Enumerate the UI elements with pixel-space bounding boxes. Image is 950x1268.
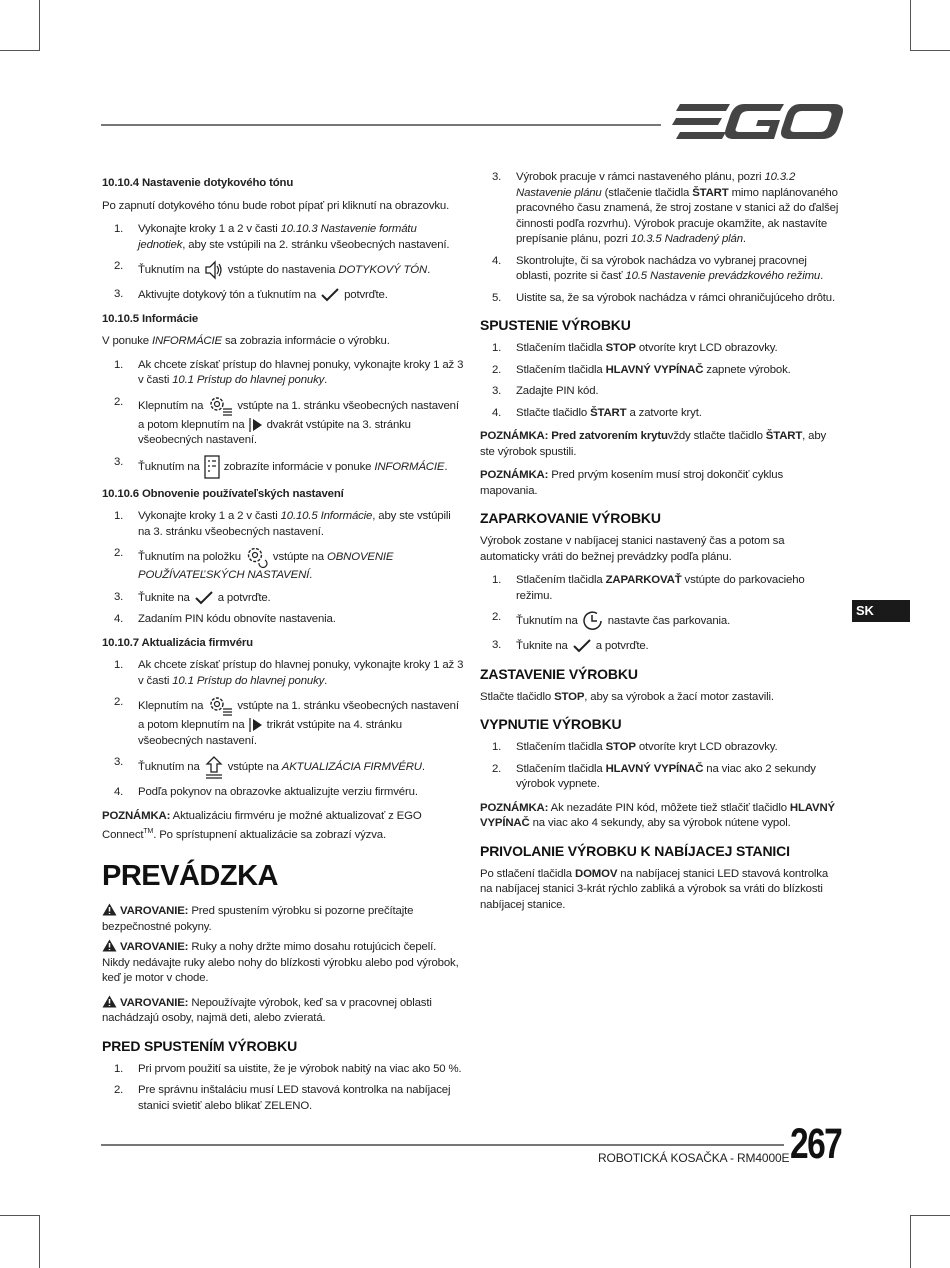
steps-list [480,573,842,655]
list-item: 2. Klepnutím na vstúpte na 1. stránku všeobecných nastavení a potom klepnutím na trikrát vstúpite na 4. stránku všeobecných nastavení. [114,696,459,747]
steps-list [480,341,842,421]
chapter-title: PREVÁDZKA [102,860,278,893]
crop-mark [910,50,950,51]
crop-mark [910,1215,950,1216]
checkmark-icon [572,638,592,654]
steps-list [102,358,464,479]
header-rule [101,124,661,126]
list-item: 1. Stlačením tlačidla STOP otvoríte kryt LCD obrazovky. [492,741,778,754]
page-number: 267 [790,1120,842,1168]
list-item: 2. Ťuknutím na nastavte čas parkovania. [480,610,842,632]
footer-title: ROBOTICKÁ KOSAČKA - RM4000E [598,1151,790,1165]
steps-list [102,658,464,801]
section-heading: VYPNUTIE VÝROBKU [480,716,622,733]
list-item: 3. Ťuknutím na zobrazíte informácie v ponuke INFORMÁCIE. [102,455,464,479]
list-item: 1. Vykonajte kroky 1 a 2 v časti 10.10.3 Nastavenie formátu jednotiek, aby ste vstúpili na 2. stránku všeobecných nastavení. [114,223,450,251]
paragraph: Výrobok zostane v nabíjacej stanici nastavený čas a potom sa automaticky vráti do bežnej prevádzky podľa plánu. [480,535,785,563]
next-arrow-icon [249,717,263,733]
next-arrow-icon [249,417,263,433]
list-item: 1. Vykonajte kroky 1 a 2 v časti 10.10.5 Informácie, aby ste vstúpili na 3. stránku všeobecných nastavení. [114,510,451,538]
warning: VAROVANIE: Pred spustením výrobku si pozorne prečítajte bezpečnostné pokyny. [102,905,414,933]
list-item: 2. Stlačením tlačidla HLAVNÝ VYPÍNAČ na viac ako 2 sekundy výrobok vypnete. [492,762,816,791]
crop-mark [0,50,40,51]
list-item: 4. Zadaním PIN kódu obnovíte nastavenia. [114,613,336,626]
steps-list [480,170,842,306]
steps-list [480,740,842,793]
crop-mark [910,1215,911,1268]
section-heading: PRED SPUSTENÍM VÝROBKU [102,1037,298,1054]
list-item: 1. Stlačením tlačidla ZAPARKOVAŤ vstúpte do parkovacieho režimu. [492,574,805,602]
paragraph: V ponuke INFORMÁCIE sa zobrazia informácie o výrobku. [102,335,390,348]
list-item: 4. Stlačte tlačidlo ŠTART a zatvorte kryt. [492,406,702,419]
reset-gear-icon [245,546,269,568]
ego-logo [672,100,844,144]
section-heading: 10.10.6 Obnovenie používateľských nastavení [102,487,344,500]
steps-list [102,222,464,304]
list-item: 3. Ťuknite na a potvrďte. [492,639,649,653]
list-item: 2. Stlačením tlačidla HLAVNÝ VYPÍNAČ zapnete výrobok. [492,363,791,376]
section-heading: SPUSTENIE VÝROBKU [480,317,631,333]
note: POZNÁMKA: Pred zatvorením krytuvždy stlačte tlačidlo ŠTART, aby ste výrobok spustili. [480,430,827,458]
steps-list [102,1062,464,1115]
clock-icon [582,610,604,632]
speaker-icon [204,259,224,281]
upload-arrow-icon [204,755,224,779]
list-item: 2. Ťuknutím na vstúpte do nastavenia DOTYKOVÝ TÓN. [102,259,464,281]
footer-rule [101,1144,784,1146]
list-item: 3. Aktivujte dotykový tón a ťuknutím na potvrďte. [114,288,388,302]
list-item: 5. Uistite sa, že sa výrobok nachádza v rámci ohraničujúceho drôtu. [492,291,835,304]
list-item: 1. Pri prvom použití sa uistite, že je výrobok nabitý na viac ako 50 %. [114,1062,462,1075]
crop-mark [39,0,40,50]
list-item: 4. Podľa pokynov na obrazovke aktualizujte verziu firmvéru. [114,786,418,799]
list-item: 1. Ak chcete získať prístup do hlavnej ponuky, vykonajte kroky 1 až 3 v časti 10.1 Prístup do hlavnej ponuky. [114,659,464,687]
crop-mark [0,1215,40,1216]
section-heading: 10.10.5 Informácie [102,312,199,325]
warning: VAROVANIE: Ruky a nohy držte mimo dosahu rotujúcich čepelí. Nikdy nedávajte ruky alebo nohy do blízkosti výrobku alebo pod výrobok, keď je motor v chode. [102,941,459,985]
warning-triangle-icon [102,995,117,1008]
section-heading: 10.10.4 Nastavenie dotykového tónu [102,177,294,189]
list-item: 2. Ťuknutím na položku vstúpte na OBNOVENIE POUŽÍVATEĽSKÝCH NASTAVENÍ. [114,547,394,582]
note: POZNÁMKA: Ak nezadáte PIN kód, môžete tiež stlačiť tlačidlo HLAVNÝ VYPÍNAČ na viac ako 4 sekundy, aby sa výrobok nútene vypol. [480,801,836,830]
section-heading: ZASTAVENIE VÝROBKU [480,665,638,682]
crop-mark [39,1215,40,1268]
checkmark-icon [320,287,340,303]
list-item: 1. Ak chcete získať prístup do hlavnej ponuky, vykonajte kroky 1 až 3 v časti 10.1 Prístup do hlavnej ponuky. [114,358,464,387]
list-item: 3. Ťuknite na a potvrďte. [114,590,271,604]
paragraph: Po stlačení tlačidla DOMOV na nabíjacej stanici LED stavová kontrolka na nabíjacej stanici 3-krát rýchlo zabliká a výrobok sa vráti do blízkosti nabíjacej stanice. [480,867,829,911]
steps-list [102,509,464,628]
checkmark-icon [194,590,214,606]
list-item: 3. Výrobok pracuje v rámci nastaveného plánu, pozri 10.3.2 Nastavenie plánu (stlačenie tlačidla ŠTART mimo naplánovaného pracovného času znamená, že stroj zostane v stanici až do ďalšej činnosti podľa rozvrhu). Výrobok pracuje okamžite, ak nastavíte prepísanie plánu, pozri 10.3.5 Nadradený plán. [492,171,839,245]
list-item: 3. Ťuknutím na vstúpte na AKTUALIZÁCIA FIRMVÉRU. [102,755,464,779]
warning: VAROVANIE: Nepoužívajte výrobok, keď sa v pracovnej oblasti nachádzajú osoby, najmä deti, alebo zvieratá. [102,996,432,1025]
settings-gear-icon [207,395,233,417]
list-item: 2. Klepnutím na vstúpte na 1. stránku všeobecných nastavení a potom klepnutím na dvakrát vstúpite na 3. stránku všeobecných nastavení. [114,395,459,447]
right-column [480,170,842,921]
note: POZNÁMKA: Pred prvým kosením musí stroj dokončiť cyklus mapovania. [480,469,784,497]
list-item: 4. Skontrolujte, či sa výrobok nachádza vo vybranej pracovnej oblasti, pozrite si časť 10.5 Nastavenie prevádzkového režimu. [492,254,824,282]
section-heading: ZAPARKOVANIE VÝROBKU [480,510,661,526]
paragraph: Po zapnutí dotykového tónu bude robot pípať pri kliknutí na obrazovku. [102,199,450,212]
left-column [102,170,464,1122]
warning-triangle-icon [102,939,117,952]
note: POZNÁMKA: Aktualizáciu firmvéru je možné aktualizovať z EGO Connect™. Po sprístupnení aktualizácie sa zobrazí výzva. [102,809,422,841]
warning-triangle-icon [102,903,117,916]
list-item: 3. Zadajte PIN kód. [492,385,599,397]
paragraph: Stlačte tlačidlo STOP, aby sa výrobok a žací motor zastavili. [480,690,774,703]
section-heading: PRIVOLANIE VÝROBKU K NABÍJACEJ STANICI [480,842,790,859]
crop-mark [910,0,911,50]
section-heading: 10.10.7 Aktualizácia firmvéru [102,636,253,649]
language-tab: SK [852,600,910,622]
info-document-icon [204,455,220,479]
settings-gear-icon [207,695,233,717]
list-item: 2. Pre správnu inštaláciu musí LED stavová kontrolka na nabíjacej stanici svietiť alebo blikať ZELENO. [114,1084,451,1112]
list-item: 1. Stlačením tlačidla STOP otvoríte kryt LCD obrazovky. [492,342,778,354]
